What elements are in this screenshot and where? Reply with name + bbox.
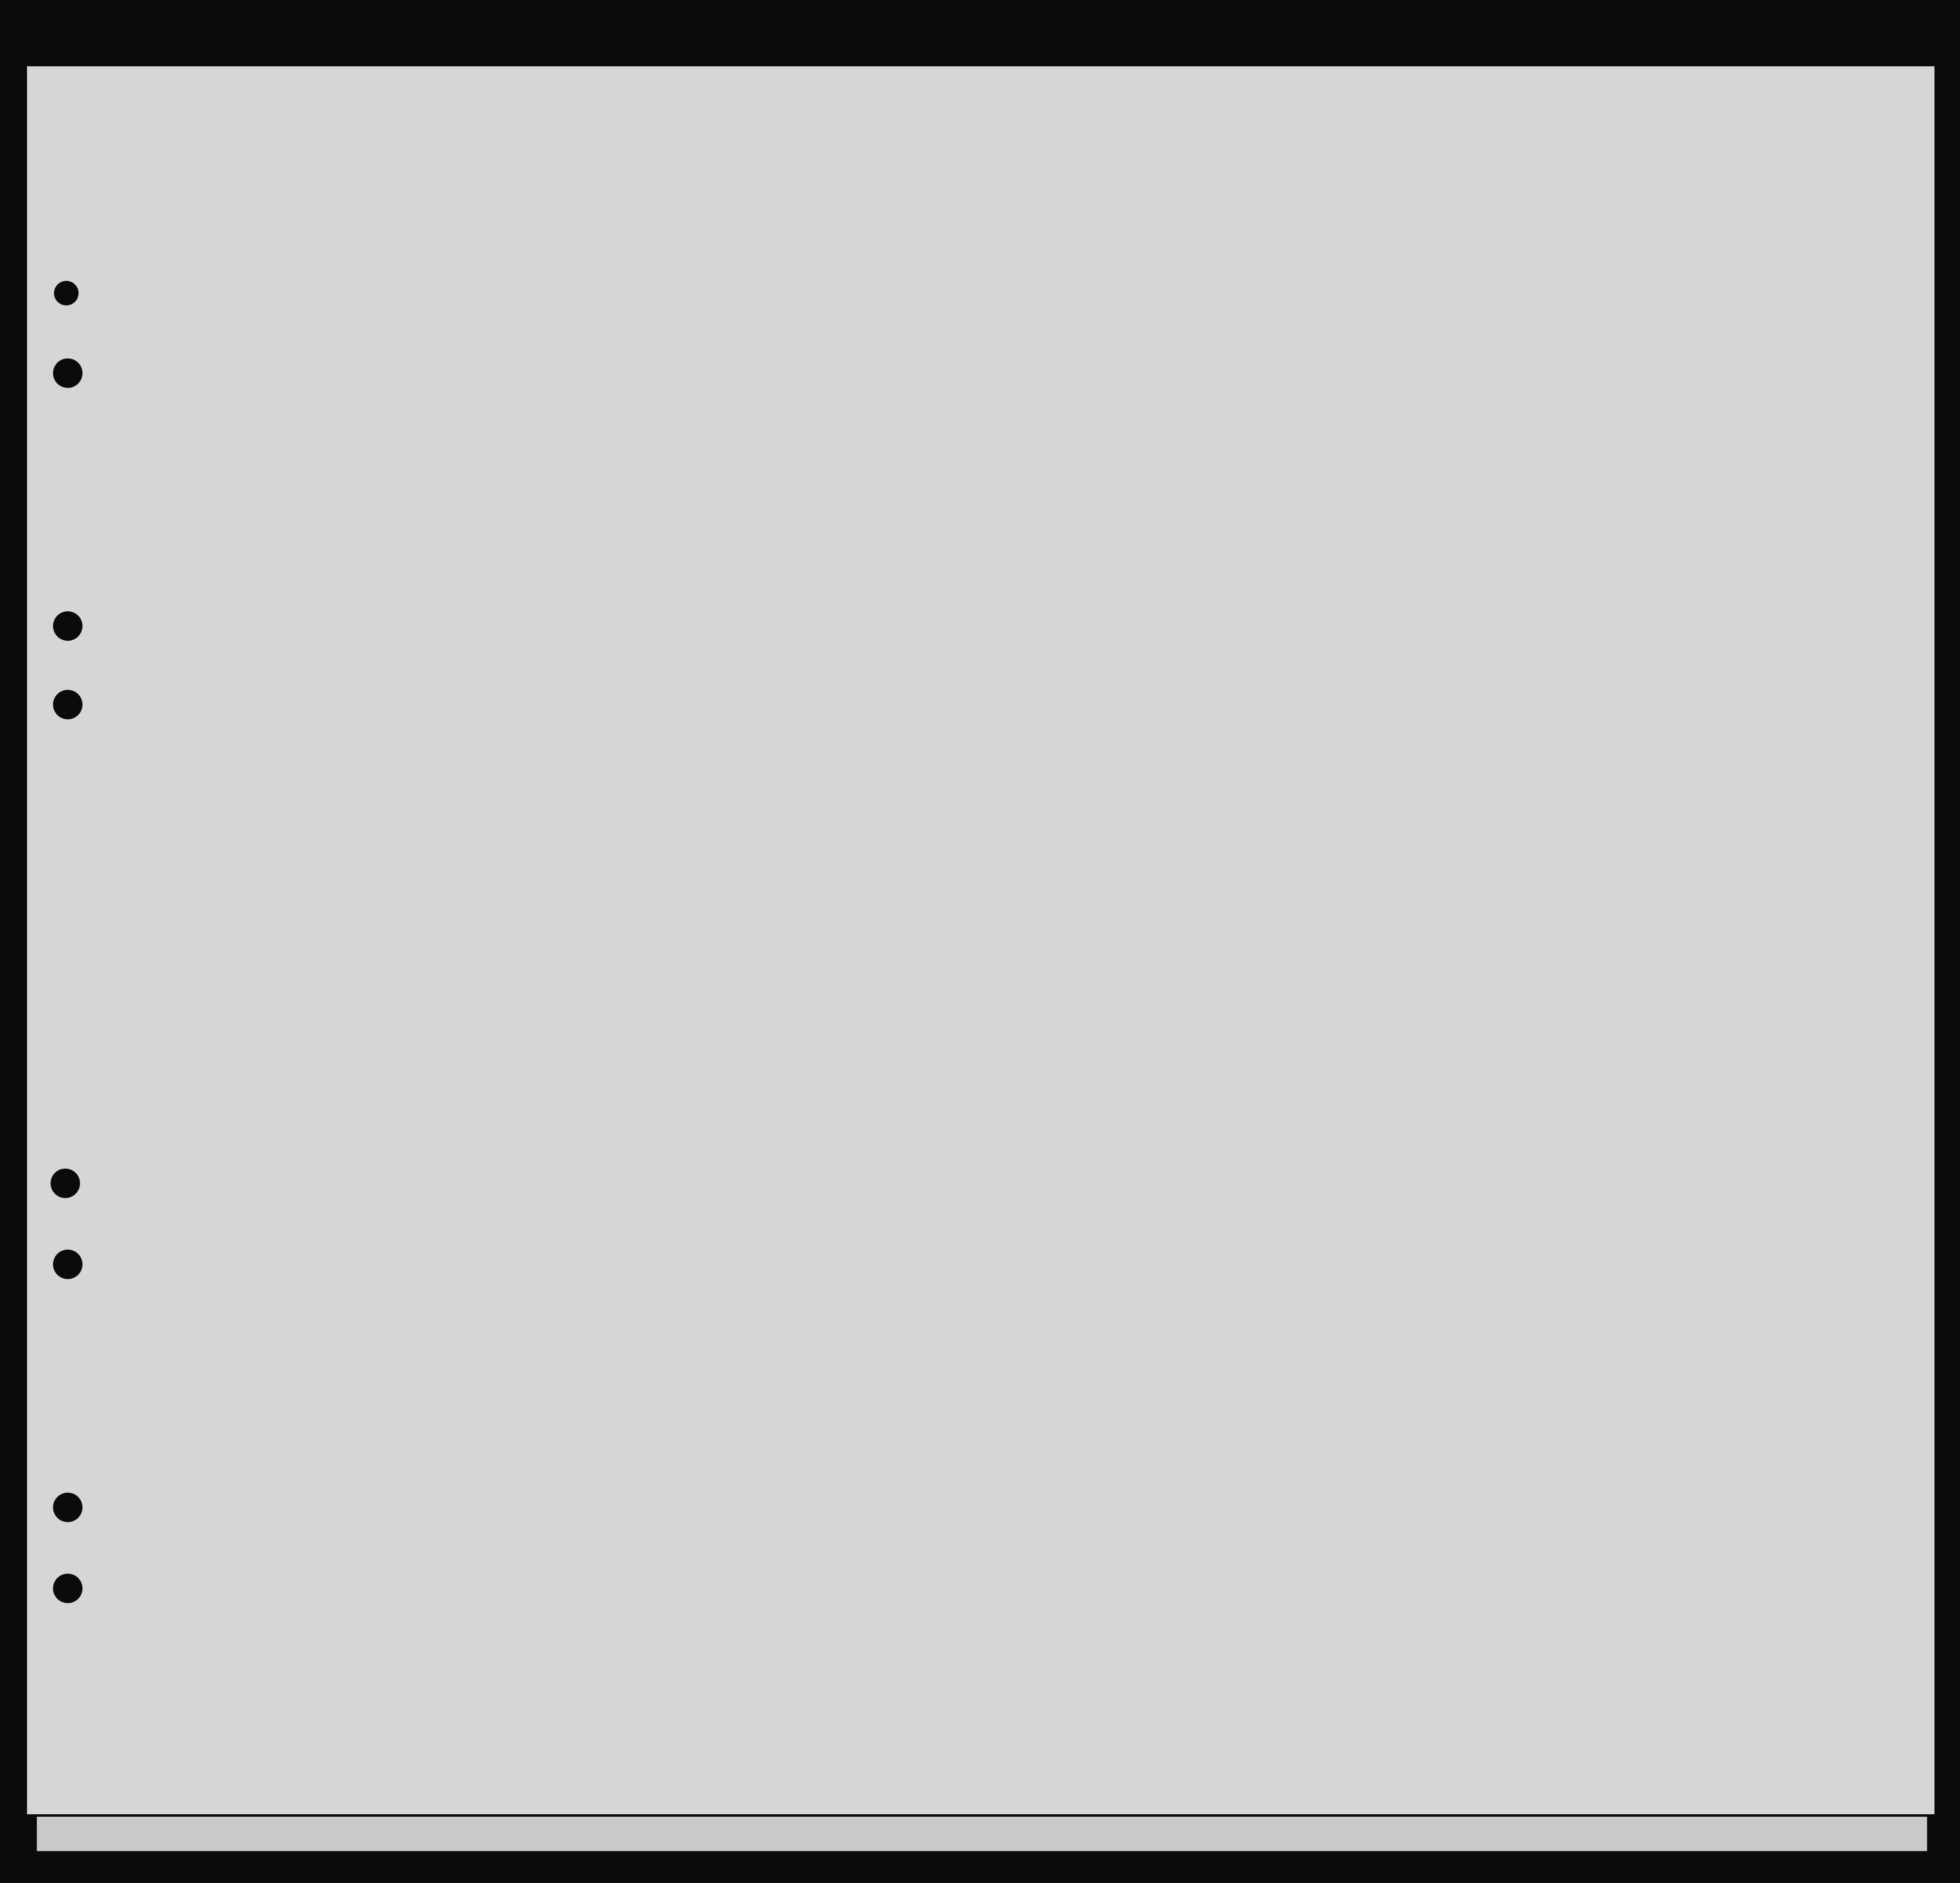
entries-note xyxy=(1657,155,1743,170)
